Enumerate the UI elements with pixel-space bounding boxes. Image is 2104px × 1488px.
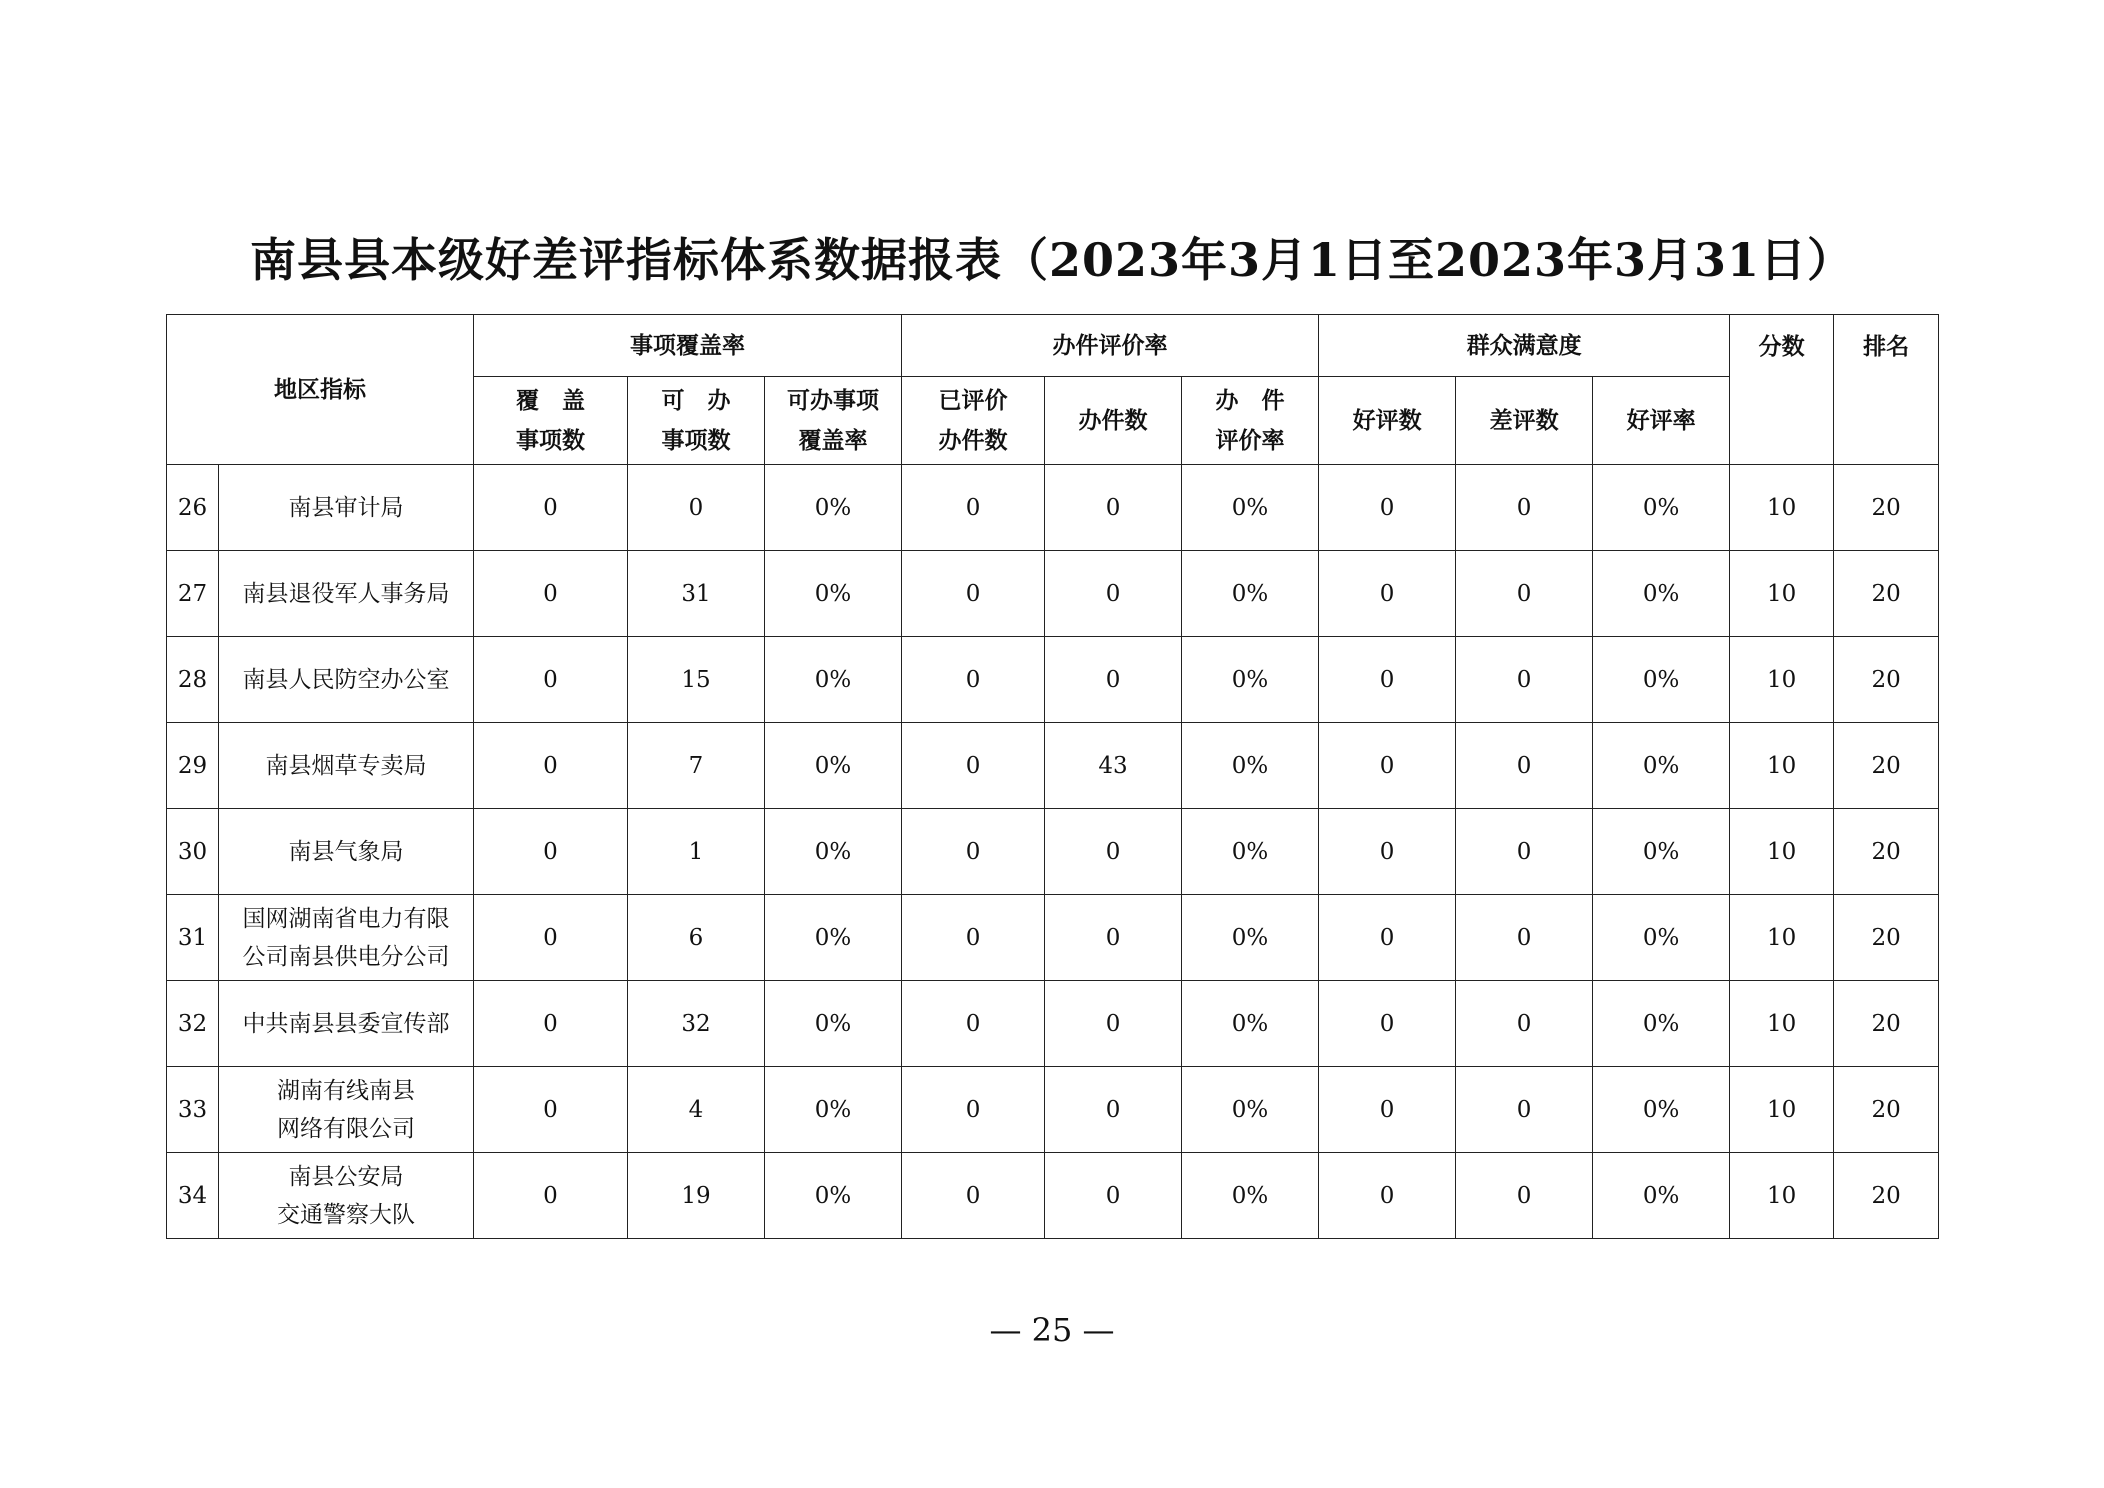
bad-reviews-cell: 0	[1456, 723, 1593, 809]
unit-name-cell	[219, 637, 474, 723]
coverage-rate-header-line2: 覆盖率	[798, 427, 868, 454]
row-number-cell: 27	[167, 551, 219, 637]
bad-reviews-header: 差评数	[1456, 377, 1593, 465]
score-cell: 10	[1730, 809, 1834, 895]
good-rate-cell: 0%	[1593, 723, 1730, 809]
case-count-cell: 0	[1045, 1153, 1182, 1239]
covered-items-cell: 0	[474, 551, 628, 637]
available-items-cell: 6	[628, 895, 765, 981]
good-rate-cell: 0%	[1593, 895, 1730, 981]
good-rate-cell: 0%	[1593, 1067, 1730, 1153]
eval-rate-cell: 0%	[1182, 1153, 1319, 1239]
coverage-rate-header-line1: 可办事项	[787, 387, 880, 414]
evaluated-cases-cell: 0	[902, 1153, 1045, 1239]
table-row	[167, 723, 1939, 809]
rank-cell: 20	[1834, 895, 1939, 981]
unit-name-line: 南县烟草专卖局	[265, 752, 427, 779]
case-count-cell: 0	[1045, 637, 1182, 723]
available-items-cell: 4	[628, 1067, 765, 1153]
available-items-cell: 32	[628, 981, 765, 1067]
rank-cell: 20	[1834, 723, 1939, 809]
covered-items-cell: 0	[474, 637, 628, 723]
score-cell: 10	[1730, 981, 1834, 1067]
good-rate-cell: 0%	[1593, 1153, 1730, 1239]
good-reviews-cell: 0	[1319, 981, 1456, 1067]
eval-rate-cell: 0%	[1182, 723, 1319, 809]
score-header	[1730, 315, 1834, 465]
evaluated-cases-cell: 0	[902, 465, 1045, 551]
bad-reviews-cell: 0	[1456, 551, 1593, 637]
rank-header	[1834, 315, 1939, 465]
unit-name-cell	[219, 723, 474, 809]
covered-items-cell: 0	[474, 723, 628, 809]
score-cell: 10	[1730, 551, 1834, 637]
unit-name-line: 南县气象局	[288, 838, 404, 865]
bad-reviews-cell: 0	[1456, 1153, 1593, 1239]
available-items-cell: 7	[628, 723, 765, 809]
row-number-cell: 28	[167, 637, 219, 723]
score-cell: 10	[1730, 1153, 1834, 1239]
coverage-group-header: 事项覆盖率	[474, 315, 902, 377]
case-count-cell: 0	[1045, 465, 1182, 551]
unit-name-line: 中共南县县委宣传部	[242, 1010, 450, 1037]
evaluated-cases-cell: 0	[902, 551, 1045, 637]
evaluated-cases-cell: 0	[902, 637, 1045, 723]
score-cell: 10	[1730, 723, 1834, 809]
good-reviews-cell: 0	[1319, 895, 1456, 981]
satisfaction-group-header: 群众满意度	[1319, 315, 1730, 377]
rank-cell: 20	[1834, 637, 1939, 723]
eval-rate-cell: 0%	[1182, 465, 1319, 551]
score-cell: 10	[1730, 637, 1834, 723]
coverage-rate-cell: 0%	[765, 1153, 902, 1239]
good-reviews-cell: 0	[1319, 723, 1456, 809]
available-items-cell: 0	[628, 465, 765, 551]
covered-items-cell: 0	[474, 809, 628, 895]
evaluated-cases-cell: 0	[902, 1067, 1045, 1153]
unit-name-line: 南县退役军人事务局	[242, 580, 450, 607]
row-number-cell: 31	[167, 895, 219, 981]
good-reviews-cell: 0	[1319, 809, 1456, 895]
coverage-rate-cell: 0%	[765, 637, 902, 723]
unit-name-cell	[219, 551, 474, 637]
covered-items-cell: 0	[474, 895, 628, 981]
covered-items-header	[474, 377, 628, 465]
covered-items-cell: 0	[474, 981, 628, 1067]
row-number-cell: 32	[167, 981, 219, 1067]
unit-name-line: 公司南县供电分公司	[242, 943, 450, 970]
rank-cell: 20	[1834, 465, 1939, 551]
case-count-header: 办件数	[1045, 377, 1182, 465]
rank-cell: 20	[1834, 1153, 1939, 1239]
coverage-rate-cell: 0%	[765, 809, 902, 895]
report-table	[166, 314, 1939, 1239]
score-header-label: 分数	[1758, 334, 1805, 360]
rank-cell: 20	[1834, 981, 1939, 1067]
available-items-cell: 31	[628, 551, 765, 637]
page-number: — 25 —	[989, 1311, 1115, 1349]
table-row	[167, 895, 1939, 981]
coverage-rate-cell: 0%	[765, 895, 902, 981]
unit-name-cell	[219, 809, 474, 895]
good-rate-cell: 0%	[1593, 551, 1730, 637]
table-header	[167, 315, 1939, 465]
good-reviews-cell: 0	[1319, 1067, 1456, 1153]
unit-name-cell	[219, 465, 474, 551]
rank-header-label: 排名	[1863, 334, 1910, 360]
available-items-header	[628, 377, 765, 465]
unit-name-cell	[219, 1067, 474, 1153]
good-rate-cell: 0%	[1593, 981, 1730, 1067]
good-rate-cell: 0%	[1593, 465, 1730, 551]
eval-rate-cell: 0%	[1182, 895, 1319, 981]
bad-reviews-cell: 0	[1456, 981, 1593, 1067]
rank-cell: 20	[1834, 551, 1939, 637]
evaluated-cases-cell: 0	[902, 723, 1045, 809]
table-row	[167, 637, 1939, 723]
bad-reviews-cell: 0	[1456, 637, 1593, 723]
unit-name-line: 南县审计局	[288, 494, 404, 521]
evaluated-cases-header	[902, 377, 1045, 465]
good-rate-cell: 0%	[1593, 637, 1730, 723]
good-rate-cell: 0%	[1593, 809, 1730, 895]
row-number-cell: 30	[167, 809, 219, 895]
unit-name-line: 湖南有线南县	[277, 1077, 415, 1104]
available-items-cell: 1	[628, 809, 765, 895]
good-rate-header: 好评率	[1593, 377, 1730, 465]
coverage-rate-cell: 0%	[765, 551, 902, 637]
good-reviews-cell: 0	[1319, 551, 1456, 637]
coverage-rate-header	[765, 377, 902, 465]
evaluated-cases-cell: 0	[902, 981, 1045, 1067]
region-indicator-header: 地区指标	[167, 315, 474, 465]
table-body	[167, 465, 1939, 1239]
bad-reviews-cell: 0	[1456, 809, 1593, 895]
row-number-cell: 33	[167, 1067, 219, 1153]
coverage-rate-cell: 0%	[765, 1067, 902, 1153]
coverage-rate-cell: 0%	[765, 465, 902, 551]
unit-name-line: 网络有限公司	[277, 1115, 415, 1142]
covered-items-header-line2: 事项数	[516, 427, 585, 454]
row-number-cell: 29	[167, 723, 219, 809]
unit-name-line: 国网湖南省电力有限	[242, 905, 450, 932]
covered-items-cell: 0	[474, 1153, 628, 1239]
eval-rate-header-line2: 评价率	[1215, 427, 1285, 454]
evaluation-group-header: 办件评价率	[902, 315, 1319, 377]
evaluated-cases-cell: 0	[902, 809, 1045, 895]
evaluated-cases-header-line1: 已评价	[938, 387, 1008, 414]
unit-name-cell	[219, 1153, 474, 1239]
unit-name-cell	[219, 895, 474, 981]
evaluated-cases-cell: 0	[902, 895, 1045, 981]
coverage-rate-cell: 0%	[765, 723, 902, 809]
eval-rate-cell: 0%	[1182, 637, 1319, 723]
available-items-header-line1: 可 办	[661, 387, 731, 414]
covered-items-cell: 0	[474, 1067, 628, 1153]
good-reviews-cell: 0	[1319, 1153, 1456, 1239]
good-reviews-header: 好评数	[1319, 377, 1456, 465]
case-count-cell: 0	[1045, 551, 1182, 637]
case-count-cell: 43	[1045, 723, 1182, 809]
table-row	[167, 1067, 1939, 1153]
available-items-header-line2: 事项数	[661, 427, 731, 454]
case-count-cell: 0	[1045, 895, 1182, 981]
evaluated-cases-header-line2: 办件数	[938, 427, 1008, 454]
good-reviews-cell: 0	[1319, 637, 1456, 723]
covered-items-header-line1: 覆 盖	[516, 387, 585, 414]
case-count-cell: 0	[1045, 809, 1182, 895]
covered-items-cell: 0	[474, 465, 628, 551]
eval-rate-cell: 0%	[1182, 809, 1319, 895]
unit-name-cell	[219, 981, 474, 1067]
table-row	[167, 981, 1939, 1067]
unit-name-line: 南县人民防空办公室	[242, 666, 450, 693]
available-items-cell: 15	[628, 637, 765, 723]
bad-reviews-cell: 0	[1456, 1067, 1593, 1153]
table-row	[167, 465, 1939, 551]
page-title: 南县县本级好差评指标体系数据报表（2023年3月1日至2023年3月31日）	[249, 233, 1855, 287]
score-cell: 10	[1730, 1067, 1834, 1153]
unit-name-line: 交通警察大队	[277, 1201, 415, 1228]
score-cell: 10	[1730, 465, 1834, 551]
case-count-cell: 0	[1045, 981, 1182, 1067]
eval-rate-cell: 0%	[1182, 1067, 1319, 1153]
eval-rate-cell: 0%	[1182, 551, 1319, 637]
table-row	[167, 809, 1939, 895]
row-number-cell: 34	[167, 1153, 219, 1239]
coverage-rate-cell: 0%	[765, 981, 902, 1067]
bad-reviews-cell: 0	[1456, 465, 1593, 551]
report-table-container	[166, 314, 1938, 1239]
score-cell: 10	[1730, 895, 1834, 981]
case-count-cell: 0	[1045, 1067, 1182, 1153]
good-reviews-cell: 0	[1319, 465, 1456, 551]
row-number-cell: 26	[167, 465, 219, 551]
eval-rate-header	[1182, 377, 1319, 465]
rank-cell: 20	[1834, 1067, 1939, 1153]
available-items-cell: 19	[628, 1153, 765, 1239]
rank-cell: 20	[1834, 809, 1939, 895]
table-row	[167, 551, 1939, 637]
unit-name-line: 南县公安局	[288, 1163, 404, 1190]
bad-reviews-cell: 0	[1456, 895, 1593, 981]
table-row	[167, 1153, 1939, 1239]
eval-rate-cell: 0%	[1182, 981, 1319, 1067]
eval-rate-header-line1: 办 件	[1215, 387, 1285, 414]
